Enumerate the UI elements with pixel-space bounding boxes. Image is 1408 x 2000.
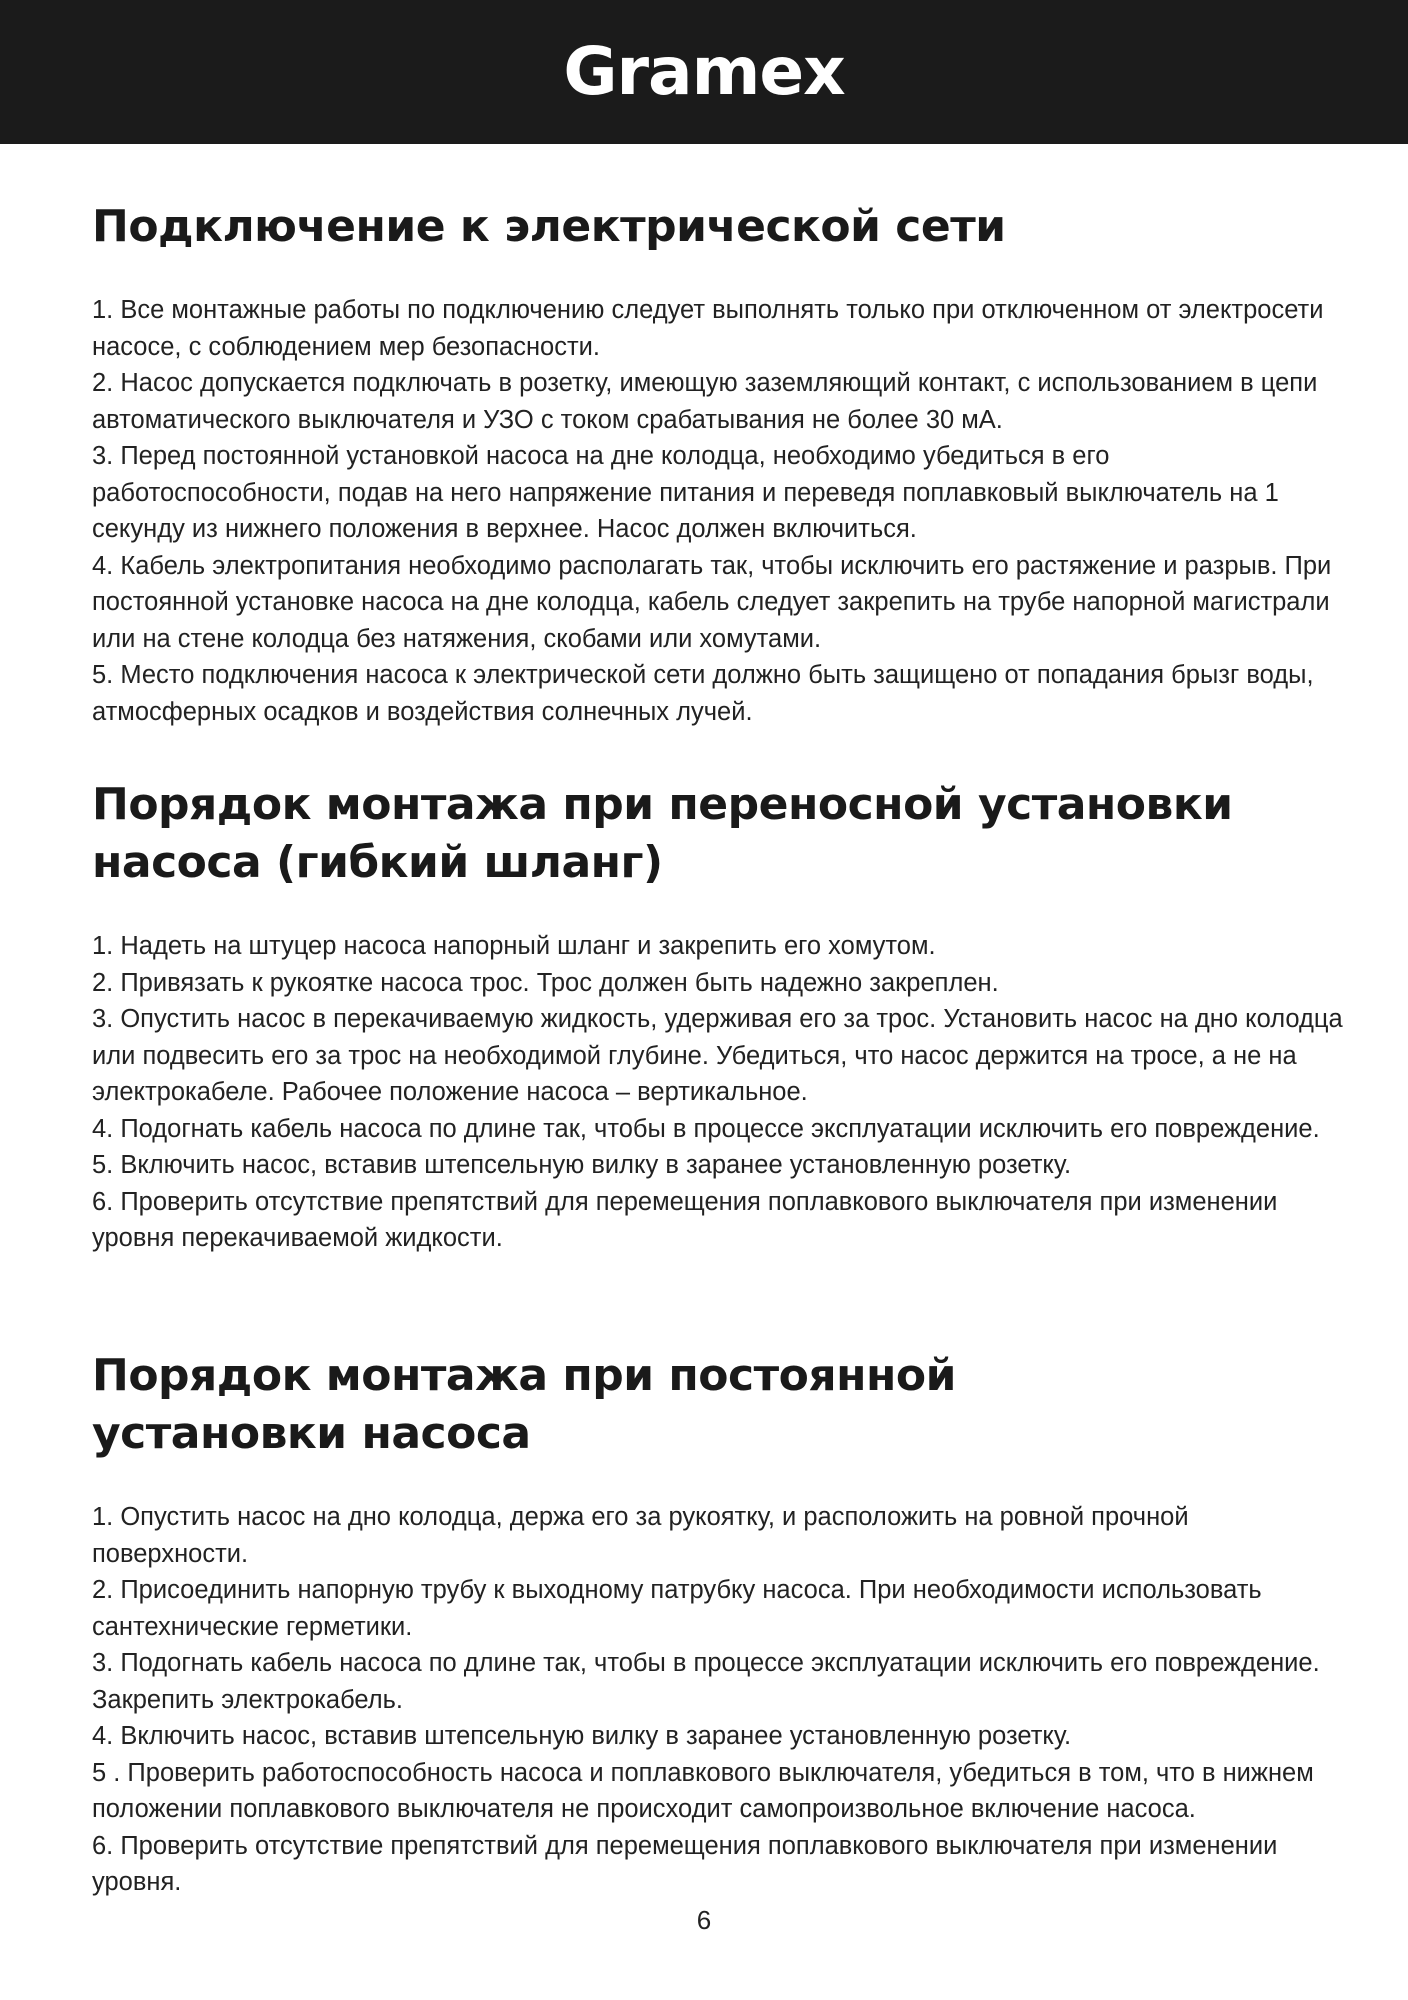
page-number: 6 — [696, 1905, 712, 1935]
list-item: 2. Присоединить напорную трубу к выходному патрубку насоса. При необходимости использовать сантехнические герметики. — [92, 1576, 1262, 1641]
instruction-list — [92, 928, 1344, 1257]
list-item: 5. Место подключения насоса к электрической сети должно быть защищено от попадания брызг воды, атмосферных осадков и воздействия солнечных лучей. — [92, 661, 1314, 726]
list-item: 1. Все монтажные работы по подключению следует выполнять только при отключенном от электросети насосе, с соблюдением мер безопасности. — [92, 296, 1324, 361]
list-item: 4. Включить насос, вставив штепсельную вилку в заранее установленную розетку. — [92, 1722, 1072, 1750]
list-item: 2. Привязать к рукоятке насоса трос. Трос должен быть надежно закреплен. — [92, 968, 999, 997]
list-item: 1. Опустить насос на дно колодца, держа его за рукоятку, и расположить на ровной прочной поверхности. — [92, 1503, 1189, 1568]
section-permanent-installation — [92, 1347, 1344, 1901]
section-title — [92, 1347, 1344, 1463]
instruction-list — [92, 292, 1344, 730]
list-item: 6. Проверить отсутствие препятствий для перемещения поплавкового выключателя при изменении уровня перекачиваемой жидкости. — [92, 1187, 1278, 1252]
instruction-list — [92, 1499, 1344, 1901]
list-item: 3. Подогнать кабель насоса по длине так, чтобы в процессе эксплуатации исключить его повреждение. Закрепить электрокабель. — [92, 1649, 1320, 1714]
header-band — [0, 0, 1408, 144]
section-portable-installation — [92, 776, 1344, 1257]
list-item: 1. Надеть на штуцер насоса напорный шланг и закрепить его хомутом. — [92, 932, 936, 960]
list-item: 6. Проверить отсутствие препятствий для перемещения поплавкового выключателя при изменении уровня. — [92, 1831, 1278, 1896]
list-item: 5 . Проверить работоспособность насоса и поплавкового выключателя, убедиться в том, что в нижнем положении поплавкового выключателя не происходит самопроизвольное включение насоса. — [92, 1758, 1314, 1823]
brand-logo: Gramex — [563, 33, 845, 110]
section-title-line: Порядок монтажа при переносной установки — [92, 779, 1233, 830]
list-item: 3. Перед постоянной установкой насоса на дне колодца, необходимо убедиться в его работоспособности, подав на него напряжение питания и переведя поплавковый выключатель на 1 секунду из нижнего положения в верхнее. Насос должен включиться. — [92, 442, 1279, 543]
list-item: 2. Насос допускается подключать в розетку, имеющую заземляющий контакт, с использованием в цепи автоматического выключателя и УЗО с током срабатывания не более 30 мА. — [92, 369, 1318, 434]
section-electrical-connection — [92, 198, 1344, 730]
section-title-line: Подключение к электрической сети — [92, 201, 1006, 252]
section-title-line: насоса (гибкий шланг) — [92, 837, 663, 888]
list-item: 5. Включить насос, вставив штепсельную вилку в заранее установленную розетку. — [92, 1151, 1072, 1179]
section-title-line: Порядок монтажа при постоянной — [92, 1350, 956, 1401]
section-title — [92, 776, 1344, 892]
section-title — [92, 198, 1344, 256]
list-item: 4. Подогнать кабель насоса по длине так, чтобы в процессе эксплуатации исключить его повреждение. — [92, 1114, 1320, 1143]
list-item: 3. Опустить насос в перекачиваемую жидкость, удерживая его за трос. Установить насос на дно колодца или подвесить его за трос на необходимой глубине. Убедиться, что насос держится на тросе, а не на электрокабеле. Рабочее положение насоса – вертикальное. — [92, 1005, 1343, 1106]
section-title-line: установки насоса — [92, 1408, 531, 1459]
list-item: 4. Кабель электропитания необходимо располагать так, чтобы исключить его растяжение и разрыв. При постоянной установке насоса на дне колодца, кабель следует закрепить на трубе напорной магистрали или на стене колодца без натяжения, скобами или хомутами. — [92, 551, 1332, 653]
